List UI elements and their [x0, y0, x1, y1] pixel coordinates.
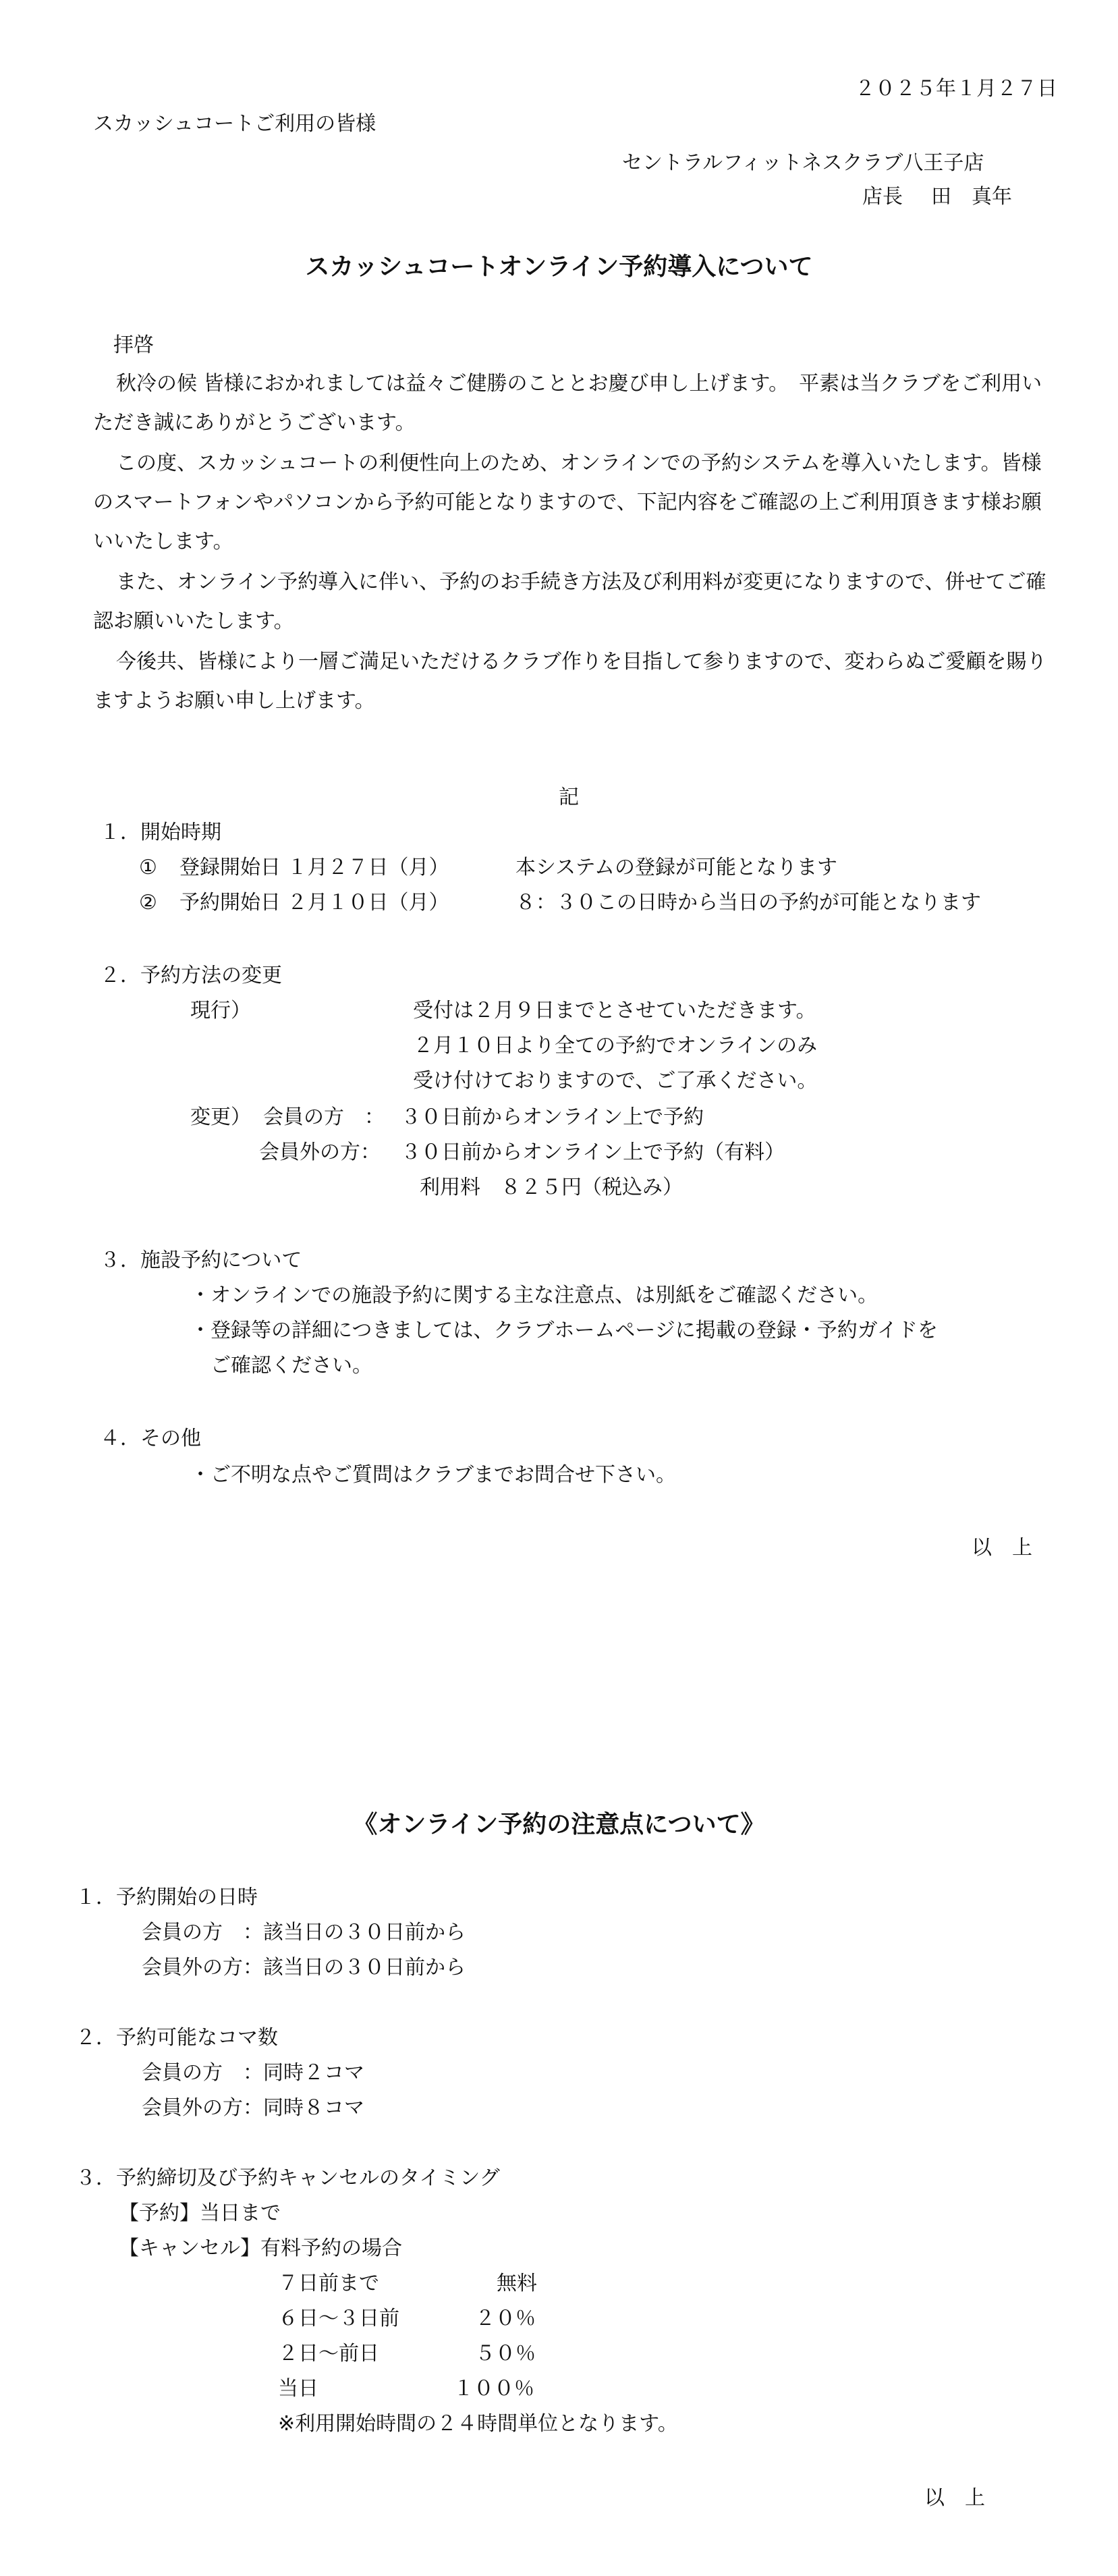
notes-reserve: 【予約】当日まで — [119, 2201, 281, 2225]
nonmember-label: 会員外の方： — [259, 1141, 381, 1164]
fee-rate: ５０％ — [475, 2342, 536, 2365]
section3-heading: ３．施設予約について — [100, 1249, 302, 1272]
fee-when: ７日前まで — [278, 2272, 379, 2295]
section3-bullet: ・登録等の詳細につきましては、クラブホームページに掲載の登録・予約ガイドを — [190, 1319, 938, 1342]
fee-when: ２日～前日 — [278, 2342, 379, 2365]
current-line: 受付は２月９日までとさせていただきます。 — [413, 999, 816, 1022]
nonmember-text: ３０日前からオンライン上で予約（有料） — [401, 1141, 785, 1164]
current-line: 受け付けておりますので、ご了承ください。 — [413, 1069, 818, 1093]
section1-item-label: 予約開始日 ２月１０日（月） — [179, 891, 449, 914]
section1-item-label: 登録開始日 １月２７日（月） — [179, 856, 449, 879]
fee-rate: 無料 — [497, 2272, 537, 2295]
document-title: スカッシュコートオンライン予約導入について — [305, 253, 813, 281]
paragraph-4: 今後共、皆様により一層ご満足いただけるクラブ作りを目指して参りますので、変わらぬご愛顧を賜りますようお願い申し上げます。 — [93, 650, 1047, 713]
greeting: 拝啓 — [113, 333, 154, 357]
member-text: ３０日前からオンライン上で予約 — [401, 1105, 704, 1129]
notes-title: 《オンライン予約の注意点について》 — [353, 1811, 765, 1838]
change-label: 変更） — [190, 1105, 251, 1129]
fee-text: 利用料 ８２５円（税込み） — [420, 1176, 683, 1199]
fee-when: ６日～３日前 — [278, 2307, 399, 2330]
document-date: ２０２５年１月２７日 — [855, 77, 1057, 101]
sender-name: 田 真年 — [931, 185, 1012, 209]
member-label: 会員の方 ： — [263, 1105, 385, 1129]
current-label: 現行） — [190, 999, 251, 1022]
notes-n1-heading: １．予約開始の日時 — [76, 1886, 258, 1909]
section1-item-desc: 本システムの登録が可能となります — [515, 856, 837, 879]
notes-closing: 以 上 — [924, 2486, 985, 2510]
fee-when: 当日 — [278, 2377, 318, 2401]
section3-bullet: ・オンラインでの施設予約に関する主な注意点、は別紙をご確認ください。 — [190, 1284, 878, 1307]
section1-heading: １．開始時期 — [100, 821, 221, 844]
notes-cancel: 【キャンセル】有料予約の場合 — [119, 2237, 402, 2260]
section1-item-desc: ８：３０この日時から当日の予約が可能となります — [515, 891, 981, 914]
section4-bullet: ・ご不明な点やご質問はクラブまでお問合せ下さい。 — [190, 1463, 676, 1487]
closing: 以 上 — [972, 1536, 1032, 1560]
notes-n2-heading: ２．予約可能なコマ数 — [76, 2026, 278, 2050]
section2-heading: ２．予約方法の変更 — [100, 964, 282, 987]
fee-note: ※利用開始時間の２４時間単位となります。 — [278, 2412, 678, 2436]
notes-n3-heading: ３．予約締切及び予約キャンセルのタイミング — [76, 2166, 500, 2190]
notes-n2-row: 会員の方 ：同時２コマ — [142, 2061, 364, 2085]
notes-n1-row: 会員の方 ：該当日の３０日前から — [142, 1921, 466, 1944]
sender-title: 店長 — [862, 185, 903, 209]
fee-rate: ２０％ — [475, 2307, 536, 2330]
section1-item-num: ② — [139, 891, 157, 914]
section3-bullet-cont: ご確認ください。 — [211, 1354, 372, 1377]
fee-rate: １００％ — [453, 2377, 534, 2401]
section1-item-num: ① — [139, 856, 157, 879]
ki-label: 記 — [559, 786, 579, 809]
recipient: スカッシュコートご利用の皆様 — [93, 112, 376, 136]
current-line: ２月１０日より全ての予約でオンラインのみ — [413, 1034, 818, 1058]
paragraph-1: 秋冷の候 皆様におかれましては益々ご健勝のこととお慶び申し上げます。 平素は当クラブをご利用いただき誠にありがとうございます。 — [93, 372, 1042, 435]
paragraph-3: また、オンライン予約導入に伴い、予約のお手続き方法及び利用料が変更になりますので、併せてご確認お願いいたします。 — [93, 570, 1046, 633]
section4-heading: ４．その他 — [100, 1427, 201, 1450]
paragraph-2: この度、スカッシュコートの利便性向上のため、オンラインでの予約システムを導入いたします。皆様のスマートフォンやパソコンから予約可能となりますので、下記内容をご確認の上ご利用頂きます様お願いいたします。 — [93, 451, 1042, 553]
notes-n1-row: 会員外の方：該当日の３０日前から — [142, 1956, 466, 1979]
notes-n2-row: 会員外の方：同時８コマ — [142, 2096, 364, 2120]
sender-org: セントラルフィットネスクラブ八王子店 — [622, 151, 984, 175]
